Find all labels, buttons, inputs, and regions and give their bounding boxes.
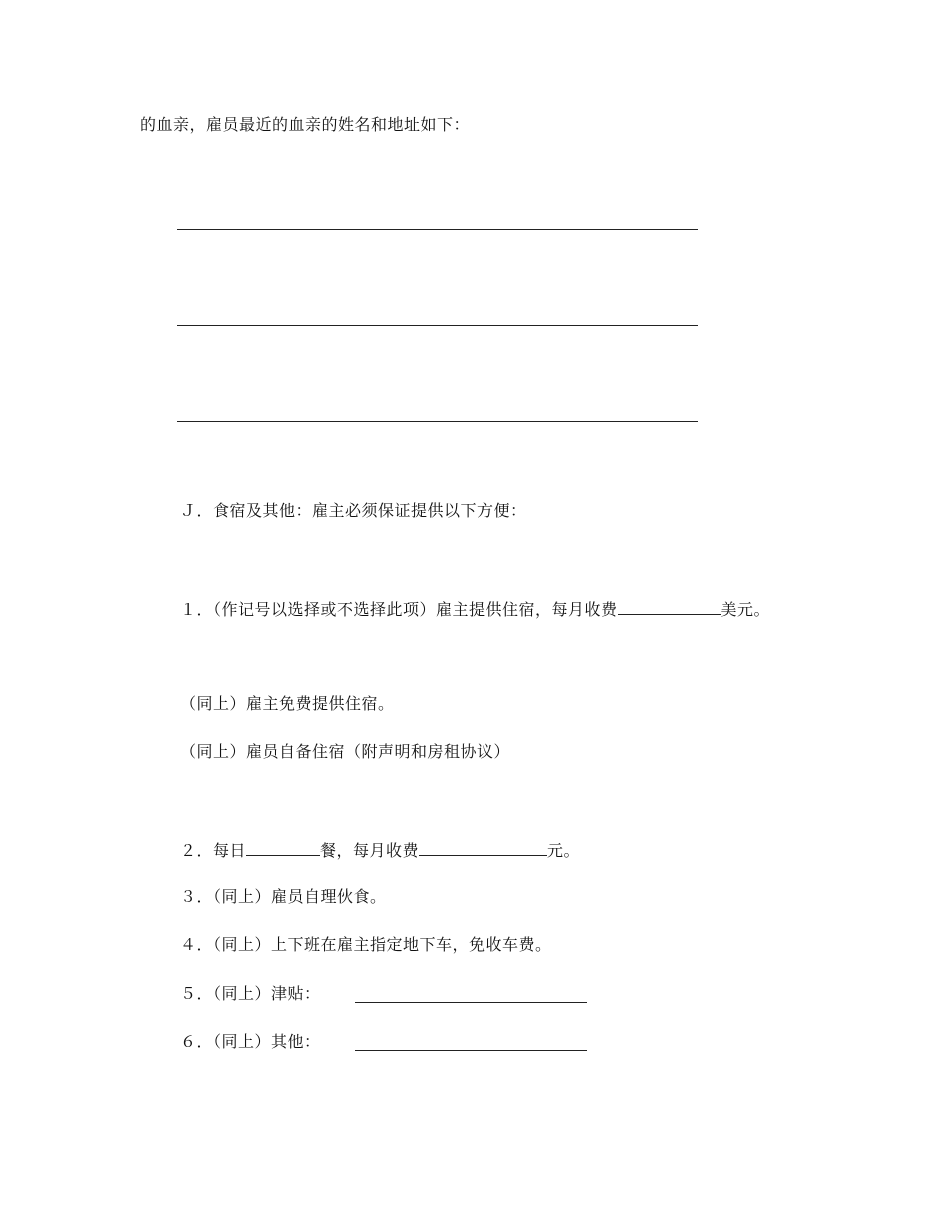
meal-monthly-fee-blank[interactable] [419,838,547,856]
other-blank[interactable] [355,1050,587,1051]
item-1-suffix: 美元。 [720,600,771,619]
item-2-mid: 餐，每月收费 [320,841,420,860]
item-2-meals [180,838,580,862]
section-j-heading: Ｊ．食宿及其他：雇主必须保证提供以下方便： [180,501,527,520]
item-1-prefix: １．（作记号以选择或不选择此项）雇主提供住宿，每月收费 [180,600,618,619]
relative-name-address-line-3[interactable] [177,421,698,422]
item-5-allowance [180,983,321,1005]
item-3-self-meals: ３．（同上）雇员自理伙食。 [180,887,387,906]
relative-name-address-line-2[interactable] [177,325,698,326]
item-1-accommodation-paid [180,597,770,621]
monthly-fee-usd-blank[interactable] [618,597,721,615]
item-1-accommodation-self: （同上）雇员自备住宿（附声明和房租协议） [180,742,511,761]
item-2-suffix: 元。 [547,841,581,860]
intro-text: 的血亲，雇员最近的血亲的姓名和地址如下： [140,115,471,134]
item-1-accommodation-free: （同上）雇主免费提供住宿。 [180,694,395,713]
item-6-other [180,1031,321,1053]
allowance-blank[interactable] [355,1002,587,1003]
item-5-label: ５．（同上）津贴： [180,984,321,1003]
meals-per-day-blank[interactable] [246,838,320,856]
item-6-label: ６．（同上）其他： [180,1032,321,1051]
item-2-prefix: ２．每日 [180,841,247,860]
item-4-transport: ４．（同上）上下班在雇主指定地下车，免收车费。 [180,935,552,954]
relative-name-address-line-1[interactable] [177,229,698,230]
